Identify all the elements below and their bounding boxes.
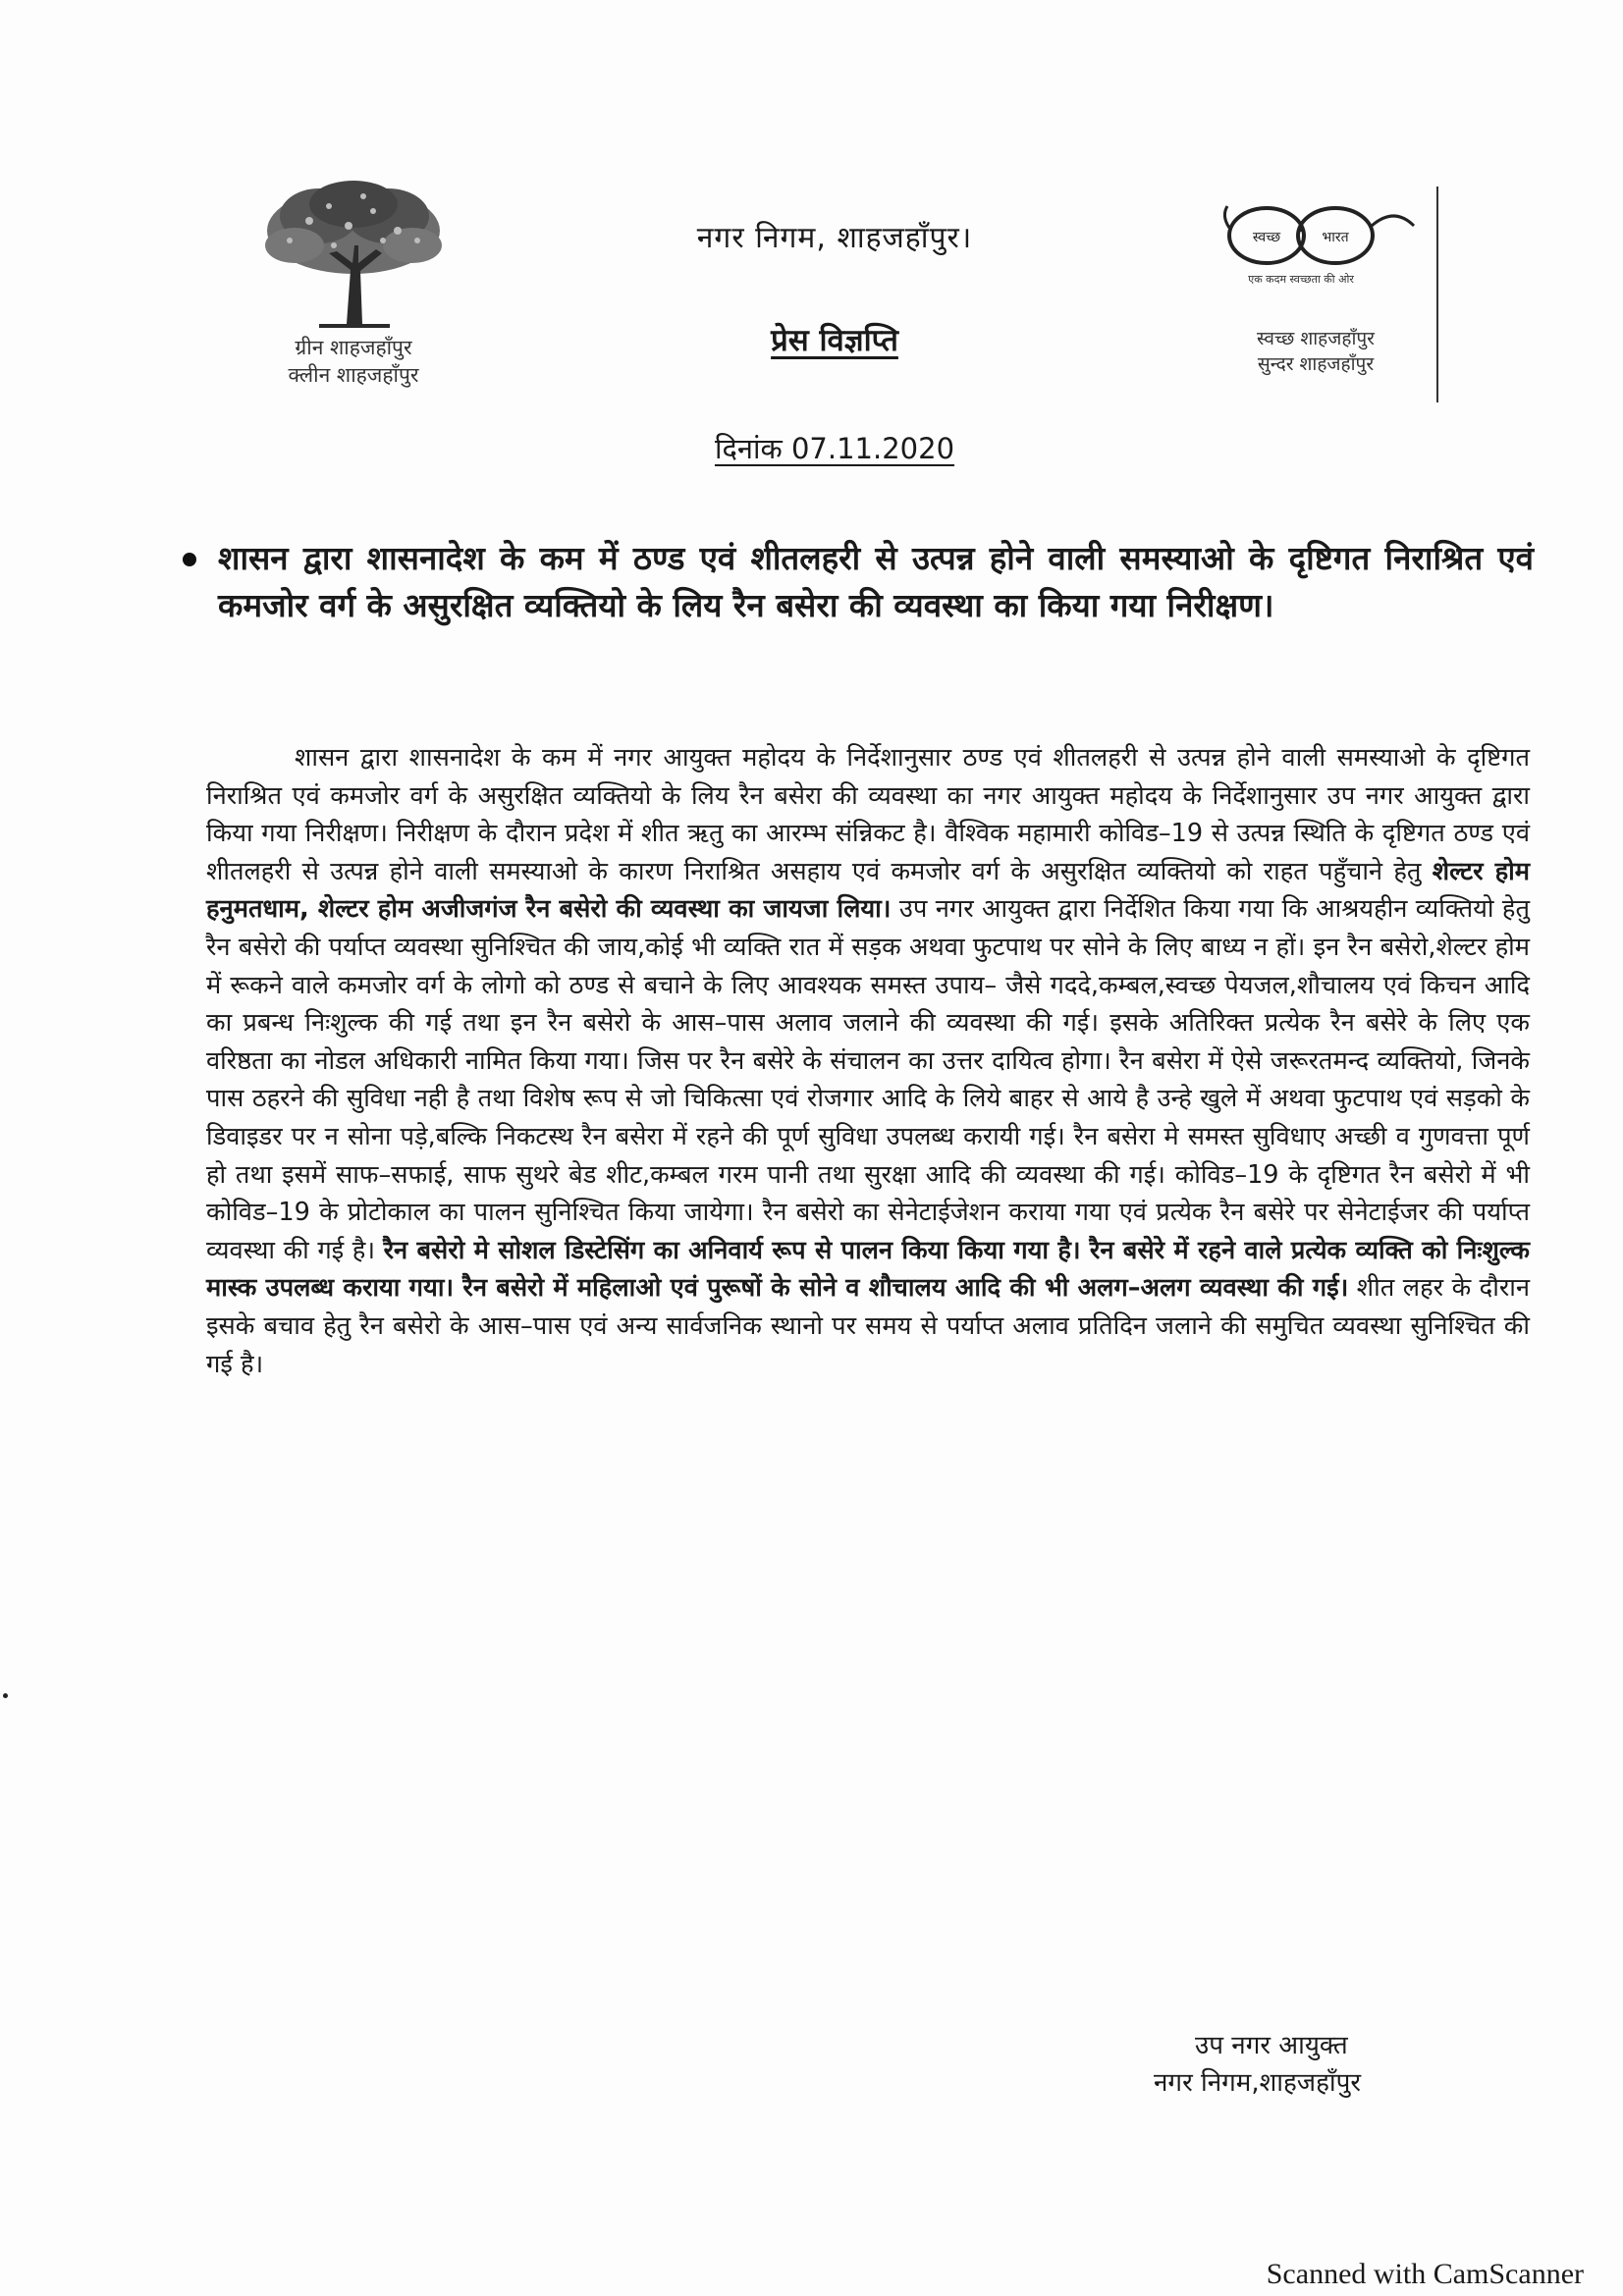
headline-text: शासन द्वारा शासनादेश के कम में ठण्ड एवं शीतलहरी से उत्पन्न होने वाली समस्याओ के दृष्टिगत निराश्रित एवं कमजोर वर्ग के असुरक्षित व्यक्तियो के लिय रैन बसेरा की व्यवस्था का किया गया निरीक्षण।	[218, 539, 1534, 624]
organization-name: नगर निगम, शाहजहाँपुर।	[696, 221, 973, 255]
logo-slogan: एक कदम स्वच्छता की ओर	[1248, 273, 1354, 286]
headline	[218, 535, 1534, 629]
green-shahjahanpur-logo	[245, 177, 461, 389]
body-part-2: उप नगर आयुक्त द्वारा निर्देशित किया गया कि आश्रयहीन व्यक्तियो हेतु रैन बसेरो की पर्याप्त व्यवस्था सुनिश्चित की जाय,कोई भी व्यक्ति रात में सड़क अथवा फुटपाथ पर सोने के लिए बाध्य न हों। इन रैन बसेरो,शेल्टर होम में रूकने वाले कमजोर वर्ग के लोगो को ठण्ड से बचाने के लिए आवश्यक समस्त उपाय– जैसे गददे,कम्बल,स्वच्छ पेयजल,शौचालय एवं किचन आदि का प्रबन्ध निःशुल्क की गई तथा इन रैन बसेरो के आस–पास अलाव जलाने की व्यवस्था की गई। इसके अतिरिक्त प्रत्येक रैन बसेरे के लिए एक वरिष्ठता का नोडल अधिकारी नामित किया गया। जिस पर रैन बसेरे के संचालन का उत्तर दायित्व होगा। रैन बसेरा में ऐसे जरूरतमन्द व्यक्तियो, जिनके पास ठहरने की सुविधा नही है तथा विशेष रूप से जो चिकित्सा एवं रोजगार आदि के लिये बाहर से आये है उन्हे खुले में अथवा फुटपाथ एवं सड़को के डिवाइडर पर न सोना पड़े,बल्कि निकटस्थ रैन बसेरा में रहने की पूर्ण सुविधा उपलब्ध करायी गई। रैन बसेरा मे समस्त सुविधाए अच्छी व गुणवत्ता पूर्ण हो तथा इसमें साफ–सफाई, साफ सुथरे बेड शीट,कम्बल गरम पानी तथा सुरक्षा आदि की व्यवस्था की गई। कोविड–19 के दृष्टिगत रैन बसेरो में भी कोविड–19 के प्रोटोकाल का पालन सुनिश्चित किया जायेगा। रैन बसेरो का सेनेटाईजेशन कराया गया एवं प्रत्येक रैन बसेरे पर सेनेटाईजर की पर्याप्त व्यवस्था की गई है।	[206, 894, 1530, 1265]
logo-left-line1: ग्रीन शाहजहाँपुर	[295, 336, 412, 359]
swachh-bharat-logo	[1193, 187, 1438, 377]
tree-icon	[260, 177, 447, 334]
press-release-title: प्रेस विज्ञप्ति	[771, 323, 898, 358]
logo-left-line2: क्लीन शाहजहाँपुर	[288, 363, 419, 387]
letterhead	[550, 216, 1119, 467]
scan-speck	[3, 1693, 8, 1698]
signature-block	[1154, 2027, 1488, 2102]
lens-left-text: स्वच्छ	[1252, 230, 1281, 245]
body-paragraph	[206, 739, 1530, 1383]
body-part-3: शीत लहर के दौरान इसके बचाव हेतु रैन बसेरो के आस–पास एवं अन्य सार्वजनिक स्थानो पर समय से पर्याप्त अलाव प्रतिदिन जलाने की समुचित व्यवस्था सुनिश्चित की गई है।	[206, 1273, 1530, 1379]
logo-right-line2: सुन्दर शाहजहाँपुर	[1257, 353, 1375, 375]
body-bold-2: रैन बसेरो मे सोशल डिस्टेसिंग का अनिवार्य रूप से पालन किया किया गया है। रैन बसेरे में रहने वाले प्रत्येक व्यक्ति को निःशुल्क मास्क उपलब्ध कराया गया। रैन बसेरो में महिलाओ एवं पुरूषों के सोने व शौचालय आदि की भी अलग–अलग व्यवस्था की गई।	[206, 1235, 1530, 1304]
scanner-watermark: Scanned with CamScanner	[1266, 2258, 1584, 2290]
gandhi-glasses-icon	[1208, 187, 1424, 294]
logo-divider	[1436, 187, 1438, 402]
body-part-1: शासन द्वारा शासनादेश के कम में नगर आयुक्त महोदय के निर्देशानुसार ठण्ड एवं शीतलहरी से उत्पन्न होने वाली समस्याओ के दृष्टिगत निराश्रित एवं कमजोर वर्ग के असुरक्षित व्यक्तियो के लिय रैन बसेरा की व्यवस्था का नगर आयुक्त महोदय के निर्देशानुसार उप नगर आयुक्त द्वारा किया गया निरीक्षण। निरीक्षण के दौरान प्रदेश में शीत ऋतु का आरम्भ संन्निकट है। वैश्विक महामारी कोविड–19 से उत्पन्न स्थिति के दृष्टिगत ठण्ड एवं शीतलहरी से उत्पन्न होने वाली समस्याओ के कारण निराश्रित असहाय एवं कमजोर वर्ग के असुरक्षित व्यक्तियो को राहत पहुँचाने हेतु	[206, 743, 1530, 886]
logo-right-line1: स्वच्छ शाहजहाँपुर	[1257, 328, 1375, 349]
release-date: दिनांक 07.11.2020	[714, 432, 955, 465]
signatory-designation: उप नगर आयुक्त	[1195, 2031, 1348, 2060]
lens-right-text: भारत	[1322, 230, 1349, 245]
signatory-office: नगर निगम,शाहजहाँपुर	[1154, 2068, 1362, 2098]
body-bold-1: शेल्टर होम हनुमतधाम, शेल्टर होम अजीजगंज रैन बसेरो की व्यवस्था का जायजा लिया।	[206, 856, 1530, 925]
bullet-icon	[183, 553, 196, 566]
